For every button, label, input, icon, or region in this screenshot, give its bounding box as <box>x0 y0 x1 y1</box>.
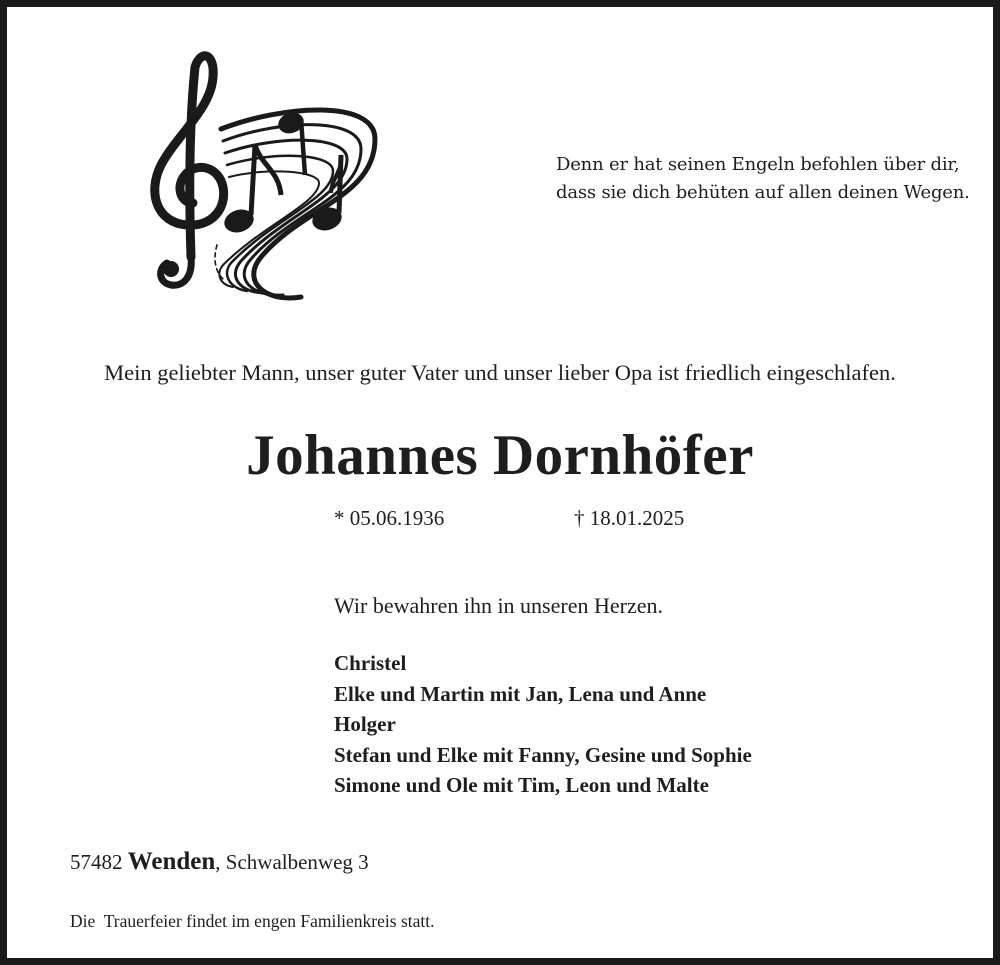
bible-verse <box>556 151 976 207</box>
address-street: , Schwalbenweg 3 <box>215 850 369 874</box>
music-notes-icon <box>143 47 383 303</box>
memorial-quote: Wir bewahren ihn in unseren Herzen. <box>334 593 663 618</box>
mourner-line: Simone und Ole mit Tim, Leon und Malte <box>334 773 709 797</box>
birth-date: * 05.06.1936 <box>334 506 445 530</box>
verse-line: Denn er hat seinen Engeln befohlen über dir, <box>556 154 960 175</box>
address-postcode: 57482 <box>70 850 123 874</box>
mourner-line: Holger <box>334 712 396 736</box>
mourner-line: Stefan und Elke mit Fanny, Gesine und Sophie <box>334 742 752 767</box>
deceased-name: Johannes Dornhöfer <box>246 424 754 487</box>
address <box>70 848 369 876</box>
address-city: Wenden <box>127 848 216 875</box>
funeral-note: Die Trauerfeier findet im engen Familienkreis statt. <box>70 911 435 931</box>
verse-line: dass sie dich behüten auf allen deinen Wegen. <box>556 182 970 203</box>
death-date: † 18.01.2025 <box>574 506 685 530</box>
mourners-list <box>334 648 752 801</box>
mourner-line: Elke und Martin mit Jan, Lena und Anne <box>334 681 707 706</box>
intro-text: Mein geliebter Mann, unser guter Vater und unser lieber Opa ist friedlich eingeschlafen. <box>104 360 896 385</box>
mourner-line: Christel <box>334 651 407 675</box>
